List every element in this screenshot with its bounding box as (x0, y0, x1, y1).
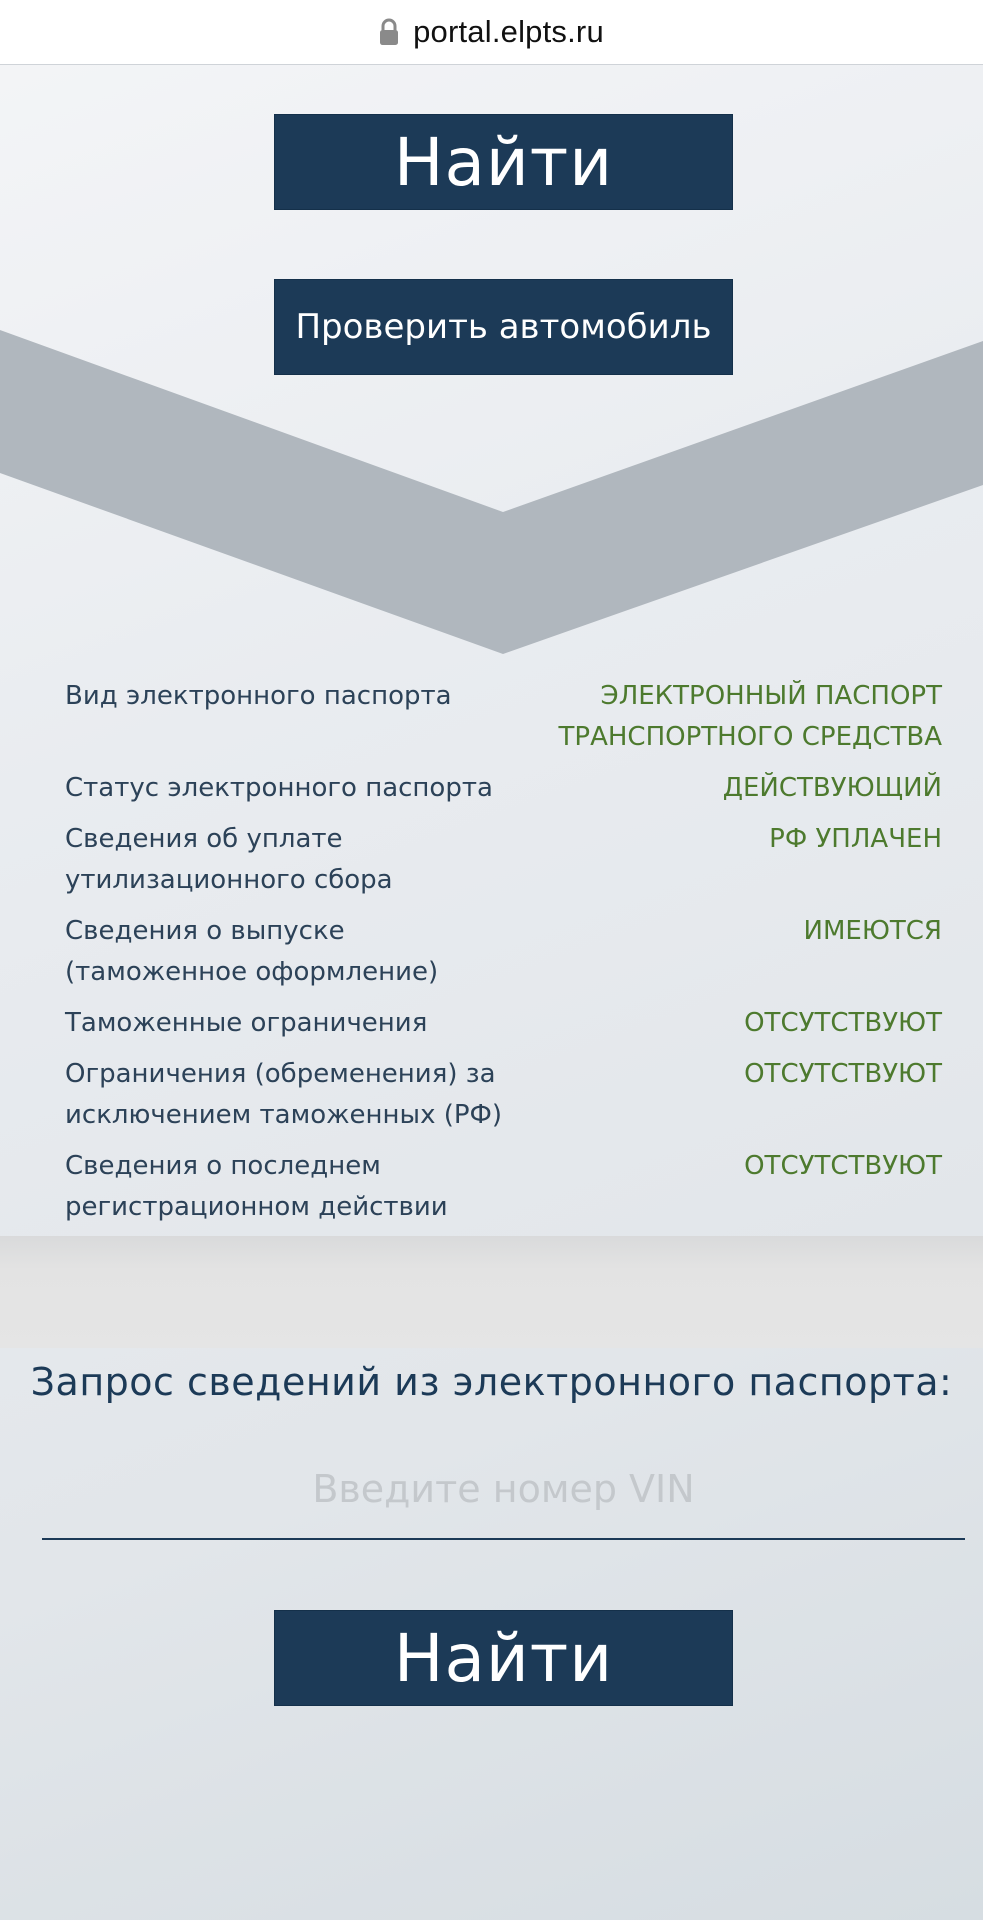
info-label: Статус электронного паспорта (65, 773, 493, 803)
info-value: ДЕЙСТВУЮЩИЙ (722, 773, 942, 803)
info-label: Ограничения (обременения) за исключением таможенных (РФ) (65, 1059, 503, 1130)
info-row-customs-release (65, 911, 942, 993)
address-bar-content (379, 14, 604, 50)
info-value: ЭЛЕКТРОННЫЙ ПАСПОРТ ТРАНСПОРТНОГО СРЕДСТВА (558, 681, 942, 752)
url-text: portal.elpts.ru (413, 14, 604, 49)
info-row-passport-status (65, 768, 942, 809)
lock-icon (379, 18, 399, 46)
info-value: ИМЕЮТСЯ (803, 916, 942, 946)
vin-input[interactable] (42, 1440, 965, 1540)
info-label: Сведения о последнем регистрационном действии (65, 1151, 448, 1222)
request-title: Запрос сведений из электронного паспорта: (30, 1360, 953, 1404)
find-button-bottom[interactable]: Найти (274, 1610, 733, 1706)
info-row-last-registration (65, 1146, 942, 1228)
info-row-recycling-fee (65, 819, 942, 901)
find-button-top[interactable]: Найти (274, 114, 733, 210)
info-label: Вид электронного паспорта (65, 681, 452, 711)
info-value: ОТСУТСТВУЮТ (744, 1151, 942, 1181)
info-label: Сведения об уплате утилизационного сбора (65, 824, 393, 895)
section-divider (0, 1236, 983, 1348)
info-row-passport-type (65, 676, 942, 758)
chevron-down-icon (0, 325, 983, 655)
info-label: Сведения о выпуске (таможенное оформление) (65, 916, 439, 987)
info-value: ОТСУТСТВУЮТ (744, 1008, 942, 1038)
info-value: РФ УПЛАЧЕН (769, 824, 942, 854)
info-label: Таможенные ограничения (65, 1008, 428, 1038)
passport-info-table (65, 676, 942, 1238)
info-row-customs-restrictions (65, 1003, 942, 1044)
check-car-button[interactable]: Проверить автомобиль (274, 279, 733, 375)
info-value: ОТСУТСТВУЮТ (744, 1059, 942, 1089)
info-row-encumbrances (65, 1054, 942, 1136)
browser-address-bar[interactable] (0, 0, 983, 65)
